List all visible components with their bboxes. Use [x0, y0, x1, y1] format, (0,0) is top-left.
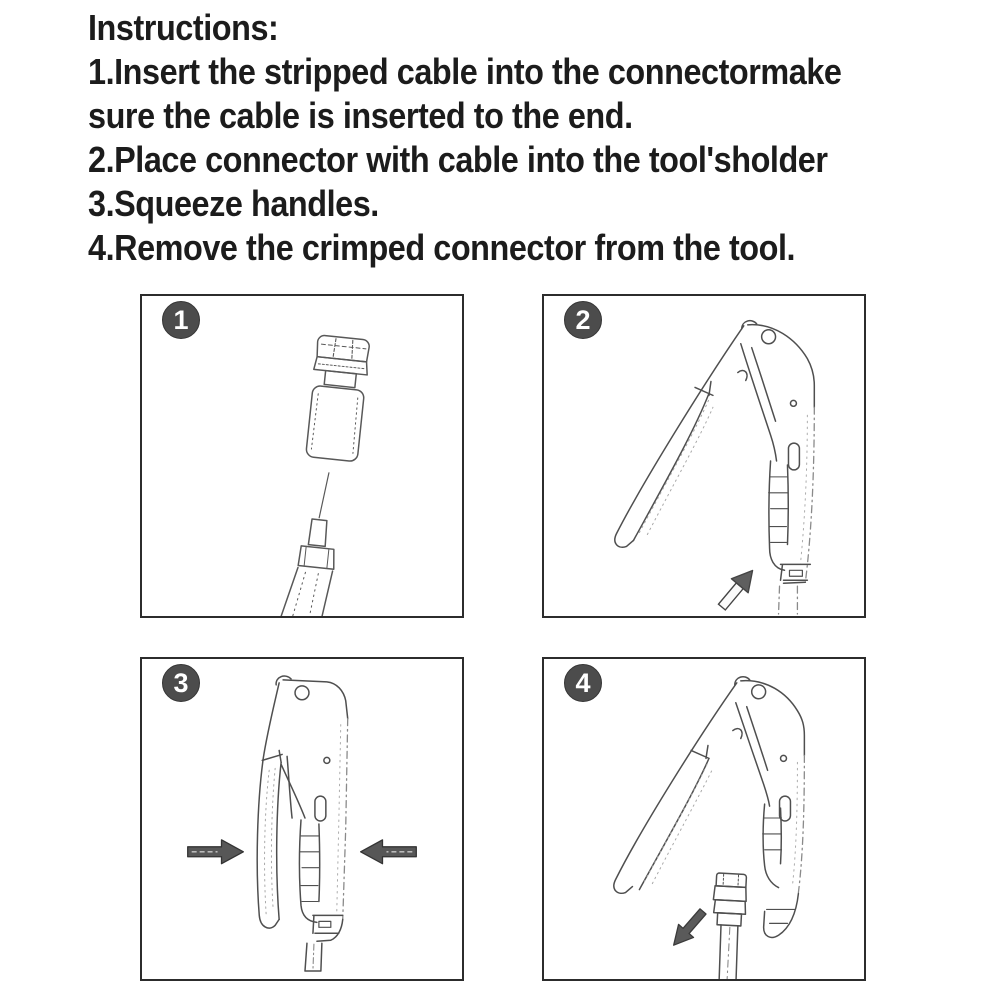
step-number-badge: 3 [162, 664, 200, 702]
instructions-title: Instructions: [88, 7, 279, 48]
open-crimp-tool-drawing [544, 296, 864, 616]
step-panel-4 [542, 657, 866, 981]
connector-and-cable-drawing [142, 296, 462, 616]
arrow-left-icon [361, 840, 417, 864]
step-2-line: 2.Place connector with cable into the tool'sholder [88, 139, 828, 180]
step-panel-3 [140, 657, 464, 981]
step-panel-1 [140, 294, 464, 618]
arrow-down-left-icon [666, 905, 710, 952]
closed-crimp-tool-drawing [142, 659, 462, 979]
step-panel-2 [542, 294, 866, 618]
open-tool-remove-connector-drawing [544, 659, 864, 979]
crimped-connector-drawing [709, 873, 747, 979]
arrow-up-right-icon [714, 563, 761, 614]
step-number-badge: 2 [564, 301, 602, 339]
arrow-right-icon [188, 840, 244, 864]
step-4-line: 4.Remove the crimped connector from the tool. [88, 227, 796, 268]
instructions-text-block [88, 6, 988, 270]
step-number-badge: 1 [162, 301, 200, 339]
step-number-badge: 4 [564, 664, 602, 702]
step-1-line-2: sure the cable is inserted to the end. [88, 95, 633, 136]
step-1-line-1: 1.Insert the stripped cable into the connectormake [88, 51, 842, 92]
step-3-line: 3.Squeeze handles. [88, 183, 379, 224]
